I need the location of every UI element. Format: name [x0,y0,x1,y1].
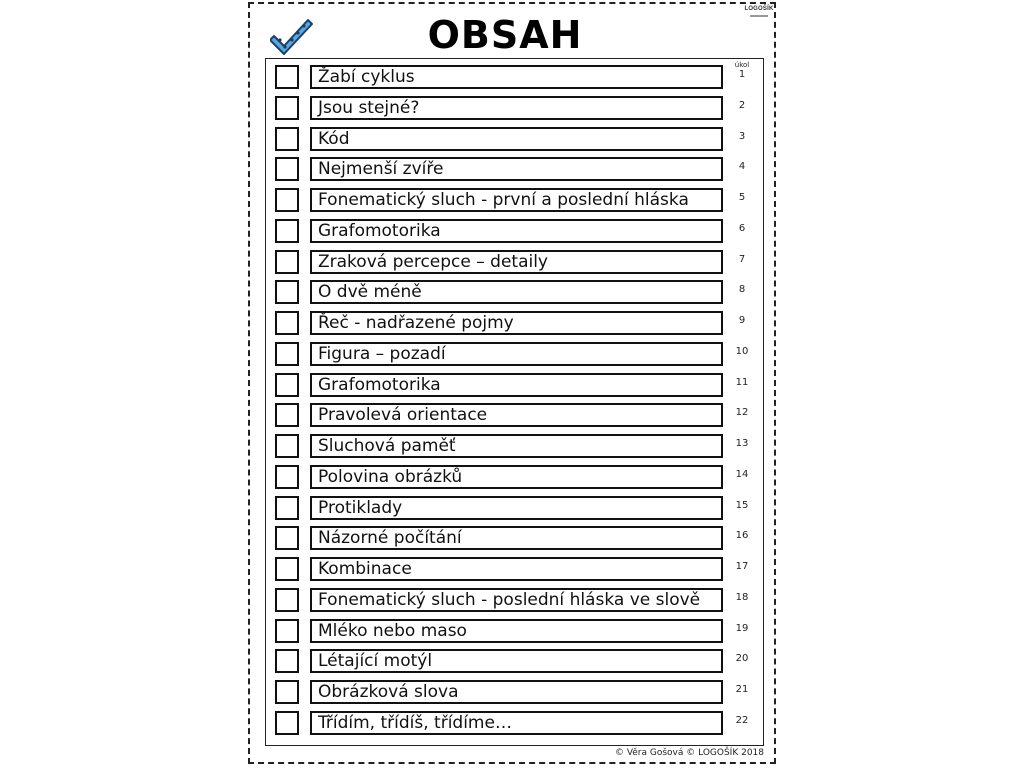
task-label-box [310,96,723,120]
list-item [0,250,1024,278]
task-checkbox[interactable] [275,373,299,397]
task-number: 19 [735,623,749,634]
task-checkbox[interactable] [275,403,299,427]
task-checkbox[interactable] [275,311,299,335]
task-number: 10 [735,346,749,357]
task-checkbox[interactable] [275,280,299,304]
copyright-footer: © Věra Gošová © LOGOŠÍK 2018 [614,748,764,758]
task-number: 5 [738,192,746,203]
task-number: 6 [738,223,746,234]
list-item [0,496,1024,524]
task-checkbox[interactable] [275,96,299,120]
logo-text: LOGOŠÍK [744,6,774,12]
task-label: Fonematický sluch - první a poslední hláska [318,190,689,210]
task-checkbox[interactable] [275,342,299,366]
task-checkbox[interactable] [275,465,299,489]
task-label-box [310,711,723,735]
task-label: Grafomotorika [318,221,441,241]
task-label: Zraková percepce – detaily [318,252,548,272]
list-item [0,619,1024,647]
task-label-box [310,588,723,612]
task-checkbox[interactable] [275,588,299,612]
task-checkbox[interactable] [275,188,299,212]
task-label-box [310,403,723,427]
task-checkbox[interactable] [275,434,299,458]
task-label-box [310,65,723,89]
task-label: Jsou stejné? [318,98,420,118]
task-label: Mléko nebo maso [318,621,467,641]
task-label-box [310,619,723,643]
checkmark-icon [270,16,314,56]
task-number: 8 [738,284,746,295]
page-title: OBSAH [427,13,583,57]
logo-underline [750,15,768,17]
list-item [0,711,1024,739]
task-label-box [310,188,723,212]
list-item [0,311,1024,339]
task-checkbox[interactable] [275,649,299,673]
list-item [0,188,1024,216]
task-number: 17 [735,561,749,572]
task-checkbox[interactable] [275,250,299,274]
task-number: 2 [738,100,746,111]
task-checkbox[interactable] [275,526,299,550]
task-label-box [310,557,723,581]
task-number: 21 [735,684,749,695]
list-item [0,680,1024,708]
list-item [0,65,1024,93]
list-item [0,219,1024,247]
task-number: 1 [738,69,746,80]
task-checkbox[interactable] [275,680,299,704]
list-item [0,157,1024,185]
list-item [0,96,1024,124]
task-checkbox[interactable] [275,557,299,581]
task-label: Protiklady [318,498,403,518]
task-label-box [310,680,723,704]
task-label-box [310,373,723,397]
task-label-box [310,250,723,274]
task-label-box [310,526,723,550]
task-number: 22 [735,715,749,726]
task-number: 20 [735,653,749,664]
list-item [0,403,1024,431]
task-label-box [310,157,723,181]
task-label: Kombinace [318,559,412,579]
task-label-box [310,434,723,458]
task-label-box [310,649,723,673]
task-number: 13 [735,438,749,449]
task-checkbox[interactable] [275,496,299,520]
task-label-box [310,342,723,366]
task-label-box [310,219,723,243]
column-header-task: úkol [734,61,750,69]
task-label: Třídím, třídíš, třídíme… [318,713,512,733]
task-label: Řeč - nadřazené pojmy [318,313,514,333]
task-number: 11 [735,377,749,388]
task-label-box [310,496,723,520]
task-number: 7 [738,254,746,265]
task-label-box [310,465,723,489]
task-label-box [310,280,723,304]
list-item [0,557,1024,585]
task-checkbox[interactable] [275,619,299,643]
task-number: 3 [738,131,746,142]
task-number: 9 [738,315,746,326]
task-label: Obrázková slova [318,682,459,702]
task-number: 12 [735,407,749,418]
task-label: Grafomotorika [318,375,441,395]
list-item [0,588,1024,616]
list-item [0,373,1024,401]
task-label-box [310,127,723,151]
task-number: 16 [735,530,749,541]
task-number: 15 [735,500,749,511]
task-checkbox[interactable] [275,219,299,243]
logo [744,4,774,26]
task-label: Názorné počítání [318,528,462,548]
task-number: 18 [735,592,749,603]
task-label-box [310,311,723,335]
task-number: 4 [738,161,746,172]
list-item [0,342,1024,370]
task-label: Polovina obrázků [318,467,463,487]
task-label: O dvě méně [318,282,422,302]
list-item [0,465,1024,493]
task-label: Pravolevá orientace [318,405,488,425]
list-item [0,127,1024,155]
task-label: Figura – pozadí [318,344,446,364]
list-item [0,280,1024,308]
task-label: Žabí cyklus [318,67,415,87]
task-label: Sluchová paměť [318,436,456,456]
task-label: Fonematický sluch - poslední hláska ve slově [318,590,701,610]
list-item [0,649,1024,677]
task-label: Kód [318,129,350,149]
list-item [0,526,1024,554]
list-item [0,434,1024,462]
task-checkbox[interactable] [275,127,299,151]
task-label: Nejmenší zvíře [318,159,444,179]
task-number: 14 [735,469,749,480]
task-checkbox[interactable] [275,157,299,181]
task-checkbox[interactable] [275,711,299,735]
task-label: Létající motýl [318,651,433,671]
task-checkbox[interactable] [275,65,299,89]
